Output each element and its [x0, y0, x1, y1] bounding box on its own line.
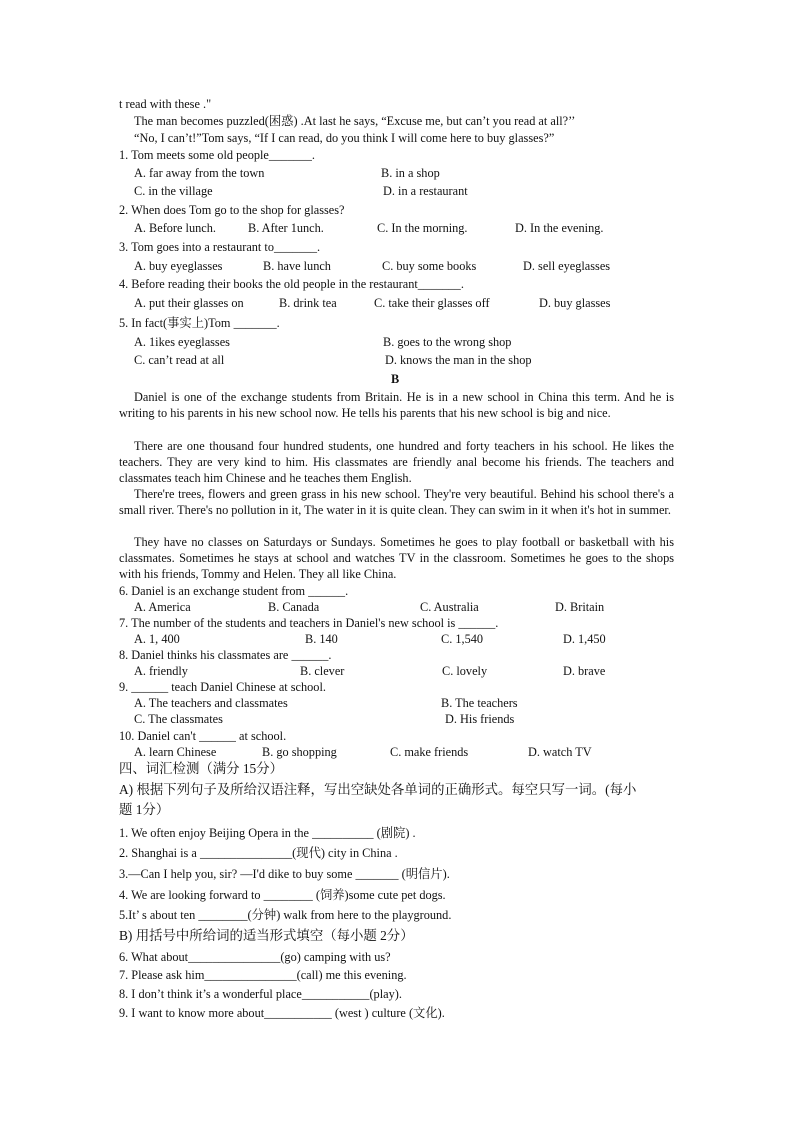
instruction: A) 根据下列句子及所给汉语注释，写出空缺处各单词的正确形式。每空只写一词。(每小 — [119, 782, 637, 797]
question-stem: 5. In fact(事实上)Tom _______. — [119, 316, 280, 330]
vocab-item: 2. Shanghai is a _______________(现代) city in China . — [119, 846, 398, 860]
option-a: A. The teachers and classmates — [134, 696, 288, 710]
vocab-item: 3.—Can I help you, sir? —I'd dike to buy some _______ (明信片). — [119, 867, 450, 881]
option-c: C. take their glasses off — [374, 296, 490, 310]
option-a: A. learn Chinese — [134, 745, 217, 759]
option-b: B. go shopping — [262, 745, 337, 759]
option-a: A. friendly — [134, 664, 188, 678]
question-stem: 3. Tom goes into a restaurant to_______. — [119, 240, 321, 254]
option-d: D. His friends — [445, 712, 515, 726]
option-c: C. The classmates — [134, 712, 223, 726]
passage-line: The man becomes puzzled(困惑) .At last he says, “Excuse me, but can’t you read at all?’’ — [134, 114, 576, 128]
option-b: B. Canada — [268, 600, 320, 614]
question-stem: 6. Daniel is an exchange student from ______. — [119, 584, 349, 598]
option-b: B. The teachers — [441, 696, 518, 710]
vocab-item: 6. What about_______________(go) camping with us? — [119, 950, 391, 964]
option-a: A. 1, 400 — [134, 632, 180, 646]
option-c: C. can’t read at all — [134, 353, 225, 367]
option-a: A. America — [134, 600, 191, 614]
option-d: D. buy glasses — [539, 296, 611, 310]
option-a: A. far away from the town — [134, 166, 265, 180]
vocab-item: 9. I want to know more about___________ (west ) culture (文化). — [119, 1006, 445, 1020]
option-c: C. in the village — [134, 184, 213, 198]
question-stem: 4. Before reading their books the old people in the restaurant_______. — [119, 277, 464, 291]
question-stem: 9. ______ teach Daniel Chinese at school. — [119, 680, 326, 694]
option-a: A. Before lunch. — [134, 221, 216, 235]
passage-paragraph: Daniel is one of the exchange students from Britain. He is in a new school in China this term. And he is writing to his parents in his new school now. He tells his parents that his new school is big and nice. — [119, 390, 674, 420]
vocab-item: 5.It’ s about ten ________(分钟) walk from here to the playground. — [119, 908, 452, 922]
passage-line: “No, I can’t!”Tom says, “If I can read, do you think I will come here to buy glasses?” — [134, 131, 555, 145]
question-stem: 10. Daniel can't ______ at school. — [119, 729, 287, 743]
option-a: A. 1ikes eyeglasses — [134, 335, 230, 349]
option-b: B. have lunch — [263, 259, 331, 273]
option-d: D. 1,450 — [563, 632, 606, 646]
passage-line: t read with these ." — [119, 97, 212, 111]
option-c: C. In the morning. — [377, 221, 468, 235]
question-stem: 1. Tom meets some old people_______. — [119, 148, 315, 162]
option-c: C. 1,540 — [441, 632, 484, 646]
option-d: D. In the evening. — [515, 221, 604, 235]
passage-paragraph: There're trees, flowers and green grass in his new school. They're very beautiful. Behind his school there's a small river. There's no pollution in it, The water in it is quite clean. They can swim in it when it's hot in summer. — [119, 487, 674, 517]
passage-paragraph: There are one thousand four hundred students, one hundred and forty teachers in his school. He likes the teachers. They are very kind to him. His classmates are friendly anal become his friends. The teachers and classmates teach him Chinese and he teaches them English. — [119, 439, 674, 485]
option-c: C. buy some books — [382, 259, 477, 273]
option-b: B. drink tea — [279, 296, 337, 310]
passage-paragraph: They have no classes on Saturdays or Sundays. Sometimes he goes to play football or basketball with his classmates. Sometimes he stays at school and watches TV in the classroom. Sometimes he goes to the shops with his friends, Tommy and Helen. They all like China. — [119, 535, 674, 581]
option-d: D. watch TV — [528, 745, 592, 759]
option-b: B. in a shop — [381, 166, 440, 180]
option-c: C. lovely — [442, 664, 488, 678]
option-b: B. goes to the wrong shop — [383, 335, 512, 349]
option-d: D. brave — [563, 664, 606, 678]
passage-b-heading: B — [391, 372, 400, 386]
vocab-item: 8. I don’t think it’s a wonderful place___________(play). — [119, 987, 402, 1001]
vocab-item: 4. We are looking forward to ________ (饲养)some cute pet dogs. — [119, 888, 446, 902]
vocab-item: 1. We often enjoy Beijing Opera in the __________ (剧院) . — [119, 826, 416, 840]
option-b: B. 140 — [305, 632, 338, 646]
option-c: C. Australia — [420, 600, 479, 614]
question-stem: 2. When does Tom go to the shop for glasses? — [119, 203, 345, 217]
question-stem: 8. Daniel thinks his classmates are ______. — [119, 648, 332, 662]
option-b: B. After 1unch. — [248, 221, 324, 235]
option-c: C. make friends — [390, 745, 469, 759]
section-title: 四、词汇检测（满分 15分） — [119, 761, 284, 776]
option-d: D. knows the man in the shop — [385, 353, 532, 367]
option-a: A. buy eyeglasses — [134, 259, 223, 273]
option-d: D. in a restaurant — [383, 184, 468, 198]
vocab-item: 7. Please ask him_______________(call) me this evening. — [119, 968, 407, 982]
instruction: B) 用括号中所给词的适当形式填空（每小题 2分） — [119, 928, 414, 943]
option-a: A. put their glasses on — [134, 296, 244, 310]
option-b: B. clever — [300, 664, 345, 678]
instruction: 题 1分） — [119, 802, 170, 817]
option-d: D. sell eyeglasses — [523, 259, 611, 273]
question-stem: 7. The number of the students and teachers in Daniel's new school is ______. — [119, 616, 499, 630]
option-d: D. Britain — [555, 600, 605, 614]
